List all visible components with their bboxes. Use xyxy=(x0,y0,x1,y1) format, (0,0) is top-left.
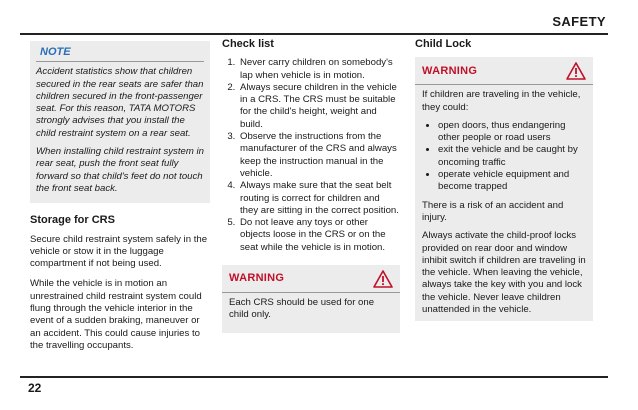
warning-text: Each CRS should be used for one child only. xyxy=(229,297,375,321)
warning-advice: Always activate the child-proof locks provided on rear door and window inhibit switch if children are traveling in the vehicle. When leaving the vehicle, always take the key with you and lock the vehicle. Never leave children unattended in the vehicle. xyxy=(422,230,586,316)
column-right xyxy=(415,38,593,321)
footer-rule xyxy=(20,376,608,378)
list-item: 1. Never carry children on somebody's lap when vehicle is in motion. xyxy=(238,57,400,82)
warning-bullets xyxy=(422,120,586,194)
list-item: • operate vehicle equipment and become trapped xyxy=(438,169,586,194)
note-paragraph: When installing child restraint system in rear seat, push the front seat fully forward so that child's feet do not touch the front seat back. xyxy=(36,146,204,194)
warning-triangle-icon xyxy=(373,270,393,288)
warning-header xyxy=(222,265,400,293)
note-title: NOTE xyxy=(40,46,71,58)
storage-paragraph: While the vehicle is in motion an unrestrained child restraint system could flung through the vehicle interior in the event of a sudden braking, maneuver or an accident. This could cause injuries to the travelling occupants. xyxy=(30,278,202,351)
warning-title: WARNING xyxy=(229,272,285,285)
warning-triangle-icon xyxy=(566,62,586,80)
list-item: 4. Always make sure that the seat belt routing is correct for children and they are sitting in the correct position. xyxy=(238,180,400,217)
checklist-heading: Check list xyxy=(222,38,274,50)
note-box xyxy=(30,41,210,203)
list-item: 3. Observe the instructions from the manufacturer of the CRS and always keep the instruction manual in the vehicle. xyxy=(238,131,400,180)
warning-box-child-lock xyxy=(415,57,593,321)
column-left xyxy=(30,38,210,360)
column-middle xyxy=(222,38,400,333)
warning-header xyxy=(415,57,593,85)
storage-paragraph: Secure child restraint system safely in the vehicle or stow it in the luggage compartment if not being used. xyxy=(30,233,208,270)
list-item: 2. Always secure children in the vehicle in a CRS. The CRS must be suitable for the child's height, weight and build. xyxy=(238,82,400,131)
warning-risk: There is a risk of an accident and injury. xyxy=(422,199,564,223)
list-item: 5. Do not leave any toys or other objects loose in the CRS or on the seat while the vehicle is in motion. xyxy=(238,217,400,254)
storage-heading: Storage for CRS xyxy=(30,214,115,227)
page-number: 22 xyxy=(28,381,42,395)
warning-intro: If children are traveling in the vehicle, they could: xyxy=(422,89,581,113)
list-item: • exit the vehicle and be caught by oncoming traffic xyxy=(438,144,586,169)
list-item: • open doors, thus endangering other people or road users xyxy=(438,120,586,145)
section-title: SAFETY xyxy=(552,14,606,29)
header-rule xyxy=(20,33,608,35)
child-lock-heading: Child Lock xyxy=(415,38,472,50)
note-divider xyxy=(36,61,204,62)
warning-title: WARNING xyxy=(422,64,478,77)
note-paragraph: Accident statistics show that children secured in the rear seats are safer than children secured in the front-passenger seat. For this reason, TATA MOTORS strongly advises that you install the child restraint system on a rear seat. xyxy=(36,66,204,139)
warning-box-crs xyxy=(222,265,400,333)
checklist xyxy=(222,57,400,254)
